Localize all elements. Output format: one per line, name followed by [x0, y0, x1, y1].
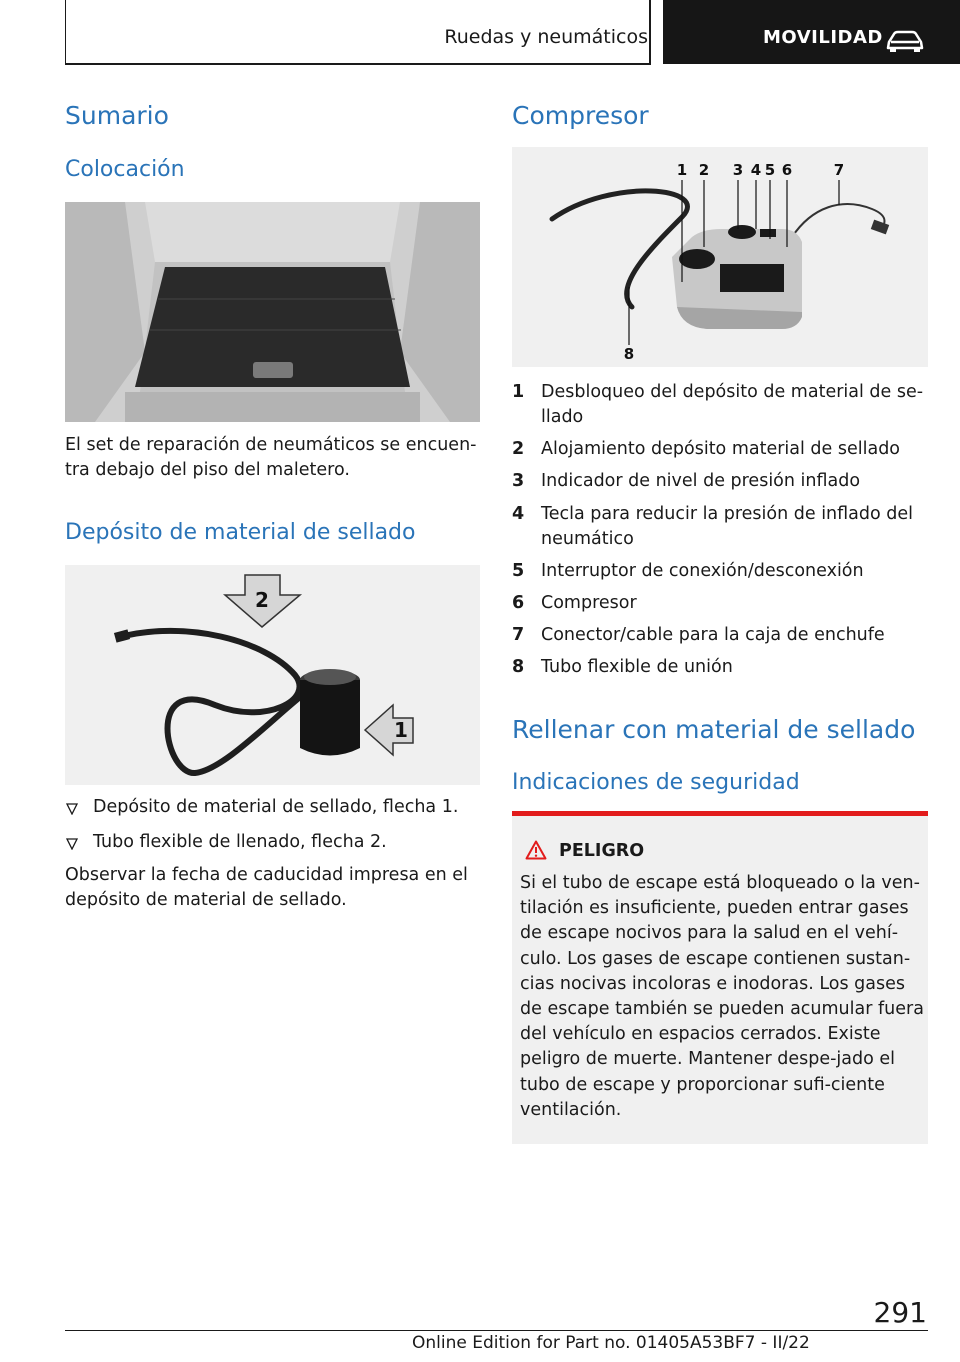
subtitle-placement: Colocación	[65, 157, 185, 182]
section-title-sumario: Sumario	[65, 101, 169, 130]
deposit-label-1: 1	[394, 718, 408, 742]
subtitle-safety: Indicaciones de seguridad	[512, 770, 800, 795]
section-title-fill: Rellenar con material de sellado	[512, 715, 916, 744]
subtitle-deposit: Depósito de material de sellado	[65, 520, 416, 545]
bullet-item: Tubo flexible de llenado, flecha 2.	[93, 832, 387, 852]
compressor-label-3: 3	[732, 161, 744, 179]
deposit-label-2: 2	[255, 588, 269, 612]
deposit-image	[65, 565, 480, 785]
warning-text: Si el tubo de escape está bloqueado o la ven-tilación es insuficiente, pueden entrar gases de escape nocivos para la salud en el vehí-culo. Los gases de escape contienen sustan-cias nocivas incoloras e inodoras. Los gases de escape también se pueden acumular fuera del vehículo en espacios cerrados. Existe peligro de muerte. Mantener despe-jado el tubo de escape y proporcionar sufi-ciente ventilación.	[520, 873, 924, 1120]
warning-triangle-icon	[525, 840, 547, 860]
warning-bar	[512, 811, 928, 816]
page-number: 291	[873, 1296, 927, 1329]
car-icon	[885, 28, 925, 54]
bullet-triangle-icon	[66, 838, 78, 850]
footer-edition: Online Edition for Part no. 01405A53BF7 - II/22	[412, 1333, 810, 1353]
expiry-note: Observar la fecha de caducidad impresa en el depósito de material de sellado.	[65, 865, 468, 910]
section-title-compressor: Compresor	[512, 101, 649, 130]
header-left-border	[65, 0, 66, 64]
compressor-label-4: 4	[750, 161, 762, 179]
compressor-label-5: 5	[764, 161, 776, 179]
warning-title: PELIGRO	[559, 841, 645, 861]
placement-text: El set de reparación de neumáticos se encuen-tra debajo del piso del maletero.	[65, 435, 477, 480]
trunk-image	[65, 202, 480, 422]
warning-box	[512, 811, 928, 1144]
bullet-triangle-icon	[66, 803, 78, 815]
header-separator	[649, 0, 651, 64]
compressor-label-7: 7	[833, 161, 845, 179]
header-chapter-title: MOVILIDAD	[763, 27, 883, 48]
header-section-title: Ruedas y neumáticos	[444, 26, 648, 48]
compressor-label-8: 8	[623, 345, 635, 363]
compressor-label-1: 1	[676, 161, 688, 179]
compressor-label-2: 2	[698, 161, 710, 179]
compressor-image	[512, 147, 928, 367]
footer-line	[65, 1330, 928, 1331]
compressor-label-6: 6	[781, 161, 793, 179]
bullet-item: Depósito de material de sellado, flecha 1.	[93, 797, 459, 817]
header-bottom-border	[65, 63, 651, 65]
